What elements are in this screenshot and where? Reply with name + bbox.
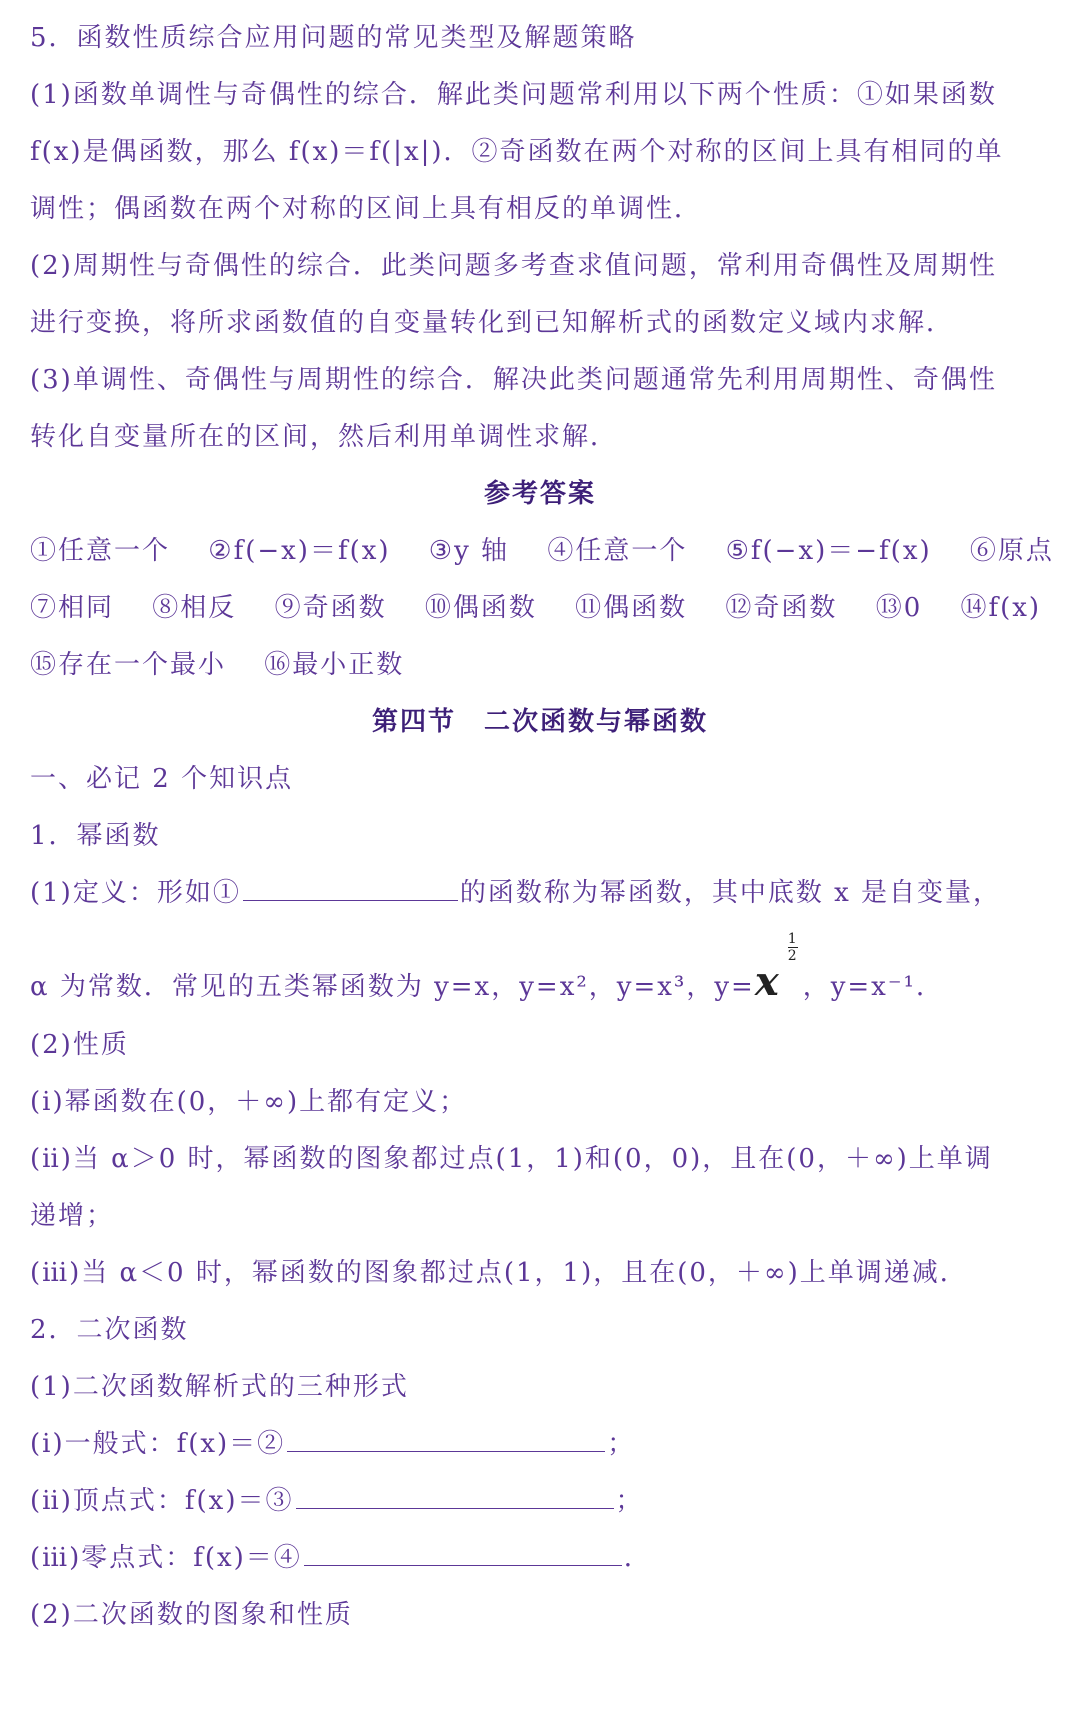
property-3: (ⅲ)当 α＜0 时，幂函数的图象都过点(1，1)，且在(0，＋∞)上单调递减．	[30, 1258, 968, 1288]
answer-16: ⑯最小正数	[264, 650, 405, 680]
answer-8: ⑧相反	[152, 593, 237, 623]
answer-6: ⑥原点	[969, 536, 1054, 566]
section-heading: 第四节 二次函数与幂函数	[371, 707, 708, 737]
answers-row-2	[30, 580, 1050, 637]
zero-form-punct: ．	[623, 1543, 652, 1573]
strategy-1-line-3: 调性；偶函数在两个对称的区间上具有相反的单调性．	[30, 194, 703, 224]
definition-prefix: (1)定义：形如①	[30, 878, 241, 908]
definition-common-functions: α 为常数．常见的五类幂函数为 y=x，y=x²，y=x³，y=	[30, 972, 755, 1002]
answer-7: ⑦相同	[30, 593, 115, 623]
sqrt-power-expression	[754, 931, 799, 1005]
strategy-2-line-1: (2)周期性与奇偶性的综合．此类问题多考查求值问题，常利用奇偶性及周期性	[30, 251, 997, 281]
definition-suffix: 的函数称为幂函数，其中底数 x 是自变量，	[459, 878, 1002, 908]
strategy-2-line-2: 进行变换，将所求函数值的自变量转化到已知解析式的函数定义域内求解．	[30, 308, 955, 338]
answer-5: ⑤f(−x)＝−f(x)	[725, 536, 932, 566]
fill-blank-3[interactable]	[296, 1478, 614, 1509]
half-exponent	[788, 932, 799, 963]
answer-12: ⑫奇函数	[725, 593, 838, 623]
property-2-line-1: (ⅱ)当 α＞0 时，幂函数的图象都过点(1，1)和(0，0)，且在(0，＋∞)上单调	[30, 1144, 993, 1174]
answer-11: ⑪偶函数	[575, 593, 688, 623]
vertex-form-label: (ⅱ)顶点式：f(x)＝③	[30, 1486, 294, 1516]
strategy-1-line-1: (1)函数单调性与奇偶性的综合．解此类问题常利用以下两个性质：①如果函数	[30, 80, 997, 110]
quadratic-heading: 2．二次函数	[30, 1315, 189, 1345]
vertex-form-punct: ；	[615, 1486, 644, 1516]
answer-13: ⑬0	[875, 593, 923, 623]
three-forms-heading: (1)二次函数解析式的三种形式	[30, 1372, 409, 1402]
property-2-line-2: 递增；	[30, 1201, 115, 1231]
strategy-1-line-2: f(x)是偶函数，那么 f(x)＝f(|x|)．②奇函数在两个对称的区间上具有相同的单	[30, 137, 1004, 167]
properties-heading: (2)性质	[30, 1030, 129, 1060]
answer-1: ①任意一个	[30, 536, 171, 566]
power-base: x	[754, 958, 781, 1005]
answer-3: ③y 轴	[428, 536, 510, 566]
definition-line-2	[30, 922, 1050, 1017]
general-form	[30, 1416, 1050, 1473]
answer-4: ④任意一个	[547, 536, 688, 566]
power-function-heading: 1．幂函数	[30, 821, 161, 851]
answer-10: ⑩偶函数	[424, 593, 537, 623]
general-form-punct: ；	[607, 1429, 636, 1459]
fill-blank-4[interactable]	[304, 1535, 622, 1566]
answer-9: ⑨奇函数	[274, 593, 387, 623]
strategy-3-line-1: (3)单调性、奇偶性与周期性的综合．解决此类问题通常先利用周期性、奇偶性	[30, 365, 997, 395]
property-1: (ⅰ)幂函数在(0，＋∞)上都有定义；	[30, 1087, 468, 1117]
answer-14: ⑭f(x)	[960, 593, 1042, 623]
exponent-denominator: 2	[787, 948, 799, 964]
graph-properties-heading: (2)二次函数的图象和性质	[30, 1600, 353, 1630]
knowledge-points-heading: 一、必记 2 个知识点	[30, 764, 294, 794]
zero-form-label: (ⅲ)零点式：f(x)＝④	[30, 1543, 302, 1573]
answer-2: ②f(−x)＝f(x)	[208, 536, 391, 566]
fill-blank-1[interactable]	[243, 870, 458, 901]
definition-reciprocal: ，y=x⁻¹．	[802, 972, 944, 1002]
fill-blank-2[interactable]	[287, 1421, 605, 1452]
answers-heading: 参考答案	[483, 479, 596, 509]
answers-row-1	[30, 523, 1054, 580]
exponent-numerator: 1	[787, 931, 799, 947]
section-5-title: 5．函数性质综合应用问题的常见类型及解题策略	[30, 23, 637, 53]
zero-form	[30, 1530, 1050, 1587]
vertex-form	[30, 1473, 1050, 1530]
strategy-3-line-2: 转化自变量所在的区间，然后利用单调性求解．	[30, 422, 619, 452]
answers-row-3	[30, 637, 1050, 694]
general-form-label: (ⅰ)一般式：f(x)＝②	[30, 1429, 286, 1459]
definition-line-1	[30, 865, 1050, 922]
answer-15: ⑮存在一个最小	[30, 650, 227, 680]
